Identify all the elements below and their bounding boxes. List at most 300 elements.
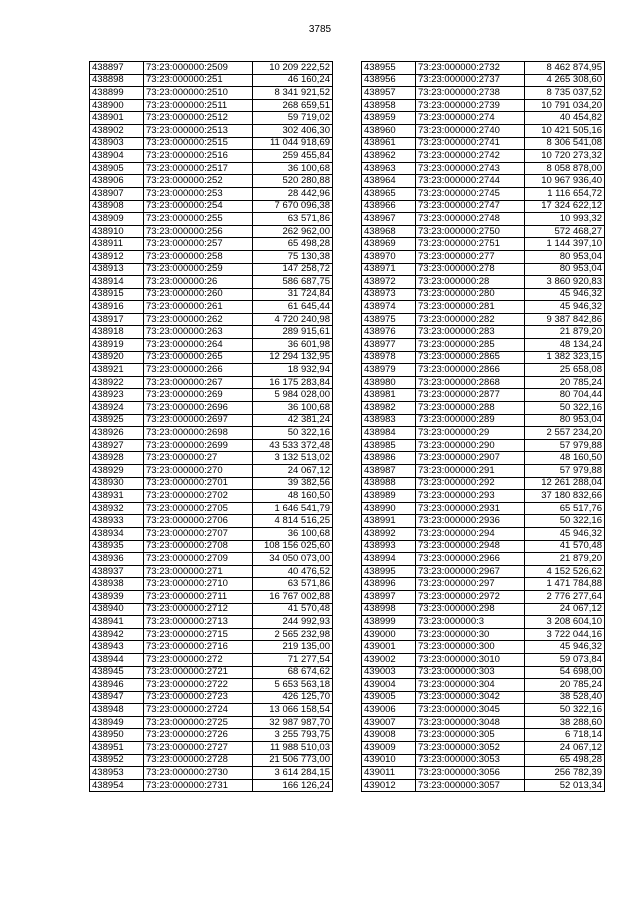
cell-cadastral-number: 73:23:000000:280	[416, 288, 525, 301]
cell-id: 438947	[90, 691, 144, 704]
cell-id: 438959	[362, 112, 416, 125]
table-row	[90, 326, 333, 339]
table-row	[362, 74, 605, 87]
cell-cadastral-number: 73:23:000000:2706	[144, 515, 253, 528]
cell-value: 37 180 832,66	[525, 490, 605, 503]
cell-value: 10 791 034,20	[525, 99, 605, 112]
table-row	[90, 87, 333, 100]
cell-value: 68 674,62	[253, 666, 333, 679]
table-row	[90, 767, 333, 780]
table-row	[90, 74, 333, 87]
cell-cadastral-number: 73:23:000000:277	[416, 250, 525, 263]
cell-value: 39 382,56	[253, 477, 333, 490]
table-row	[90, 200, 333, 213]
cell-value: 50 322,16	[525, 704, 605, 717]
cell-value: 65 498,28	[253, 238, 333, 251]
table-row	[362, 124, 605, 137]
cell-value: 59 719,02	[253, 112, 333, 125]
cell-value: 80 953,04	[525, 414, 605, 427]
table-row	[362, 112, 605, 125]
cell-cadastral-number: 73:23:000000:261	[144, 301, 253, 314]
cell-id: 438977	[362, 339, 416, 352]
cell-cadastral-number: 73:23:000000:259	[144, 263, 253, 276]
cell-cadastral-number: 73:23:000000:2723	[144, 691, 253, 704]
table-row	[362, 490, 605, 503]
cell-cadastral-number: 73:23:000000:2931	[416, 502, 525, 515]
cell-cadastral-number: 73:23:000000:2511	[144, 99, 253, 112]
cell-cadastral-number: 73:23:000000:266	[144, 364, 253, 377]
table-row	[362, 288, 605, 301]
cell-id: 438927	[90, 439, 144, 452]
table-row	[90, 578, 333, 591]
cell-value: 8 735 037,52	[525, 87, 605, 100]
table-row	[90, 540, 333, 553]
cell-value: 57 979,88	[525, 465, 605, 478]
cell-cadastral-number: 73:23:000000:260	[144, 288, 253, 301]
cell-cadastral-number: 73:23:000000:292	[416, 477, 525, 490]
table-row	[90, 402, 333, 415]
cell-cadastral-number: 73:23:000000:290	[416, 439, 525, 452]
cell-id: 438979	[362, 364, 416, 377]
table-row	[90, 276, 333, 289]
cell-id: 438919	[90, 339, 144, 352]
cell-value: 38 288,60	[525, 716, 605, 729]
cell-id: 439011	[362, 767, 416, 780]
cell-value: 3 860 920,83	[525, 276, 605, 289]
cell-id: 438943	[90, 641, 144, 654]
cell-id: 438921	[90, 364, 144, 377]
table-row	[90, 225, 333, 238]
cell-cadastral-number: 73:23:000000:2712	[144, 603, 253, 616]
table-row	[90, 301, 333, 314]
cell-id: 438995	[362, 565, 416, 578]
cell-id: 438992	[362, 527, 416, 540]
table-row	[90, 641, 333, 654]
cell-cadastral-number: 73:23:000000:2711	[144, 590, 253, 603]
table-row	[362, 729, 605, 742]
cell-cadastral-number: 73:23:000000:264	[144, 339, 253, 352]
cell-value: 63 571,86	[253, 213, 333, 226]
table-row	[362, 364, 605, 377]
cell-id: 438911	[90, 238, 144, 251]
cell-cadastral-number: 73:23:000000:2936	[416, 515, 525, 528]
cell-id: 438937	[90, 565, 144, 578]
cell-id: 438932	[90, 502, 144, 515]
table-row	[90, 553, 333, 566]
table-row	[362, 376, 605, 389]
table-row	[90, 427, 333, 440]
cell-cadastral-number: 73:23:000000:297	[416, 578, 525, 591]
cell-cadastral-number: 73:23:000000:269	[144, 389, 253, 402]
cell-id: 438997	[362, 590, 416, 603]
cell-value: 41 570,48	[253, 603, 333, 616]
cell-value: 24 067,12	[525, 742, 605, 755]
cell-id: 438972	[362, 276, 416, 289]
cell-id: 438988	[362, 477, 416, 490]
cell-cadastral-number: 73:23:000000:2738	[416, 87, 525, 100]
cell-cadastral-number: 73:23:000000:303	[416, 666, 525, 679]
cell-cadastral-number: 73:23:000000:2708	[144, 540, 253, 553]
table-row	[362, 301, 605, 314]
table-row	[362, 187, 605, 200]
table-row	[362, 754, 605, 767]
cell-value: 8 462 874,95	[525, 62, 605, 75]
cell-value: 7 670 096,38	[253, 200, 333, 213]
table-row	[362, 540, 605, 553]
cell-id: 439007	[362, 716, 416, 729]
cell-id: 438940	[90, 603, 144, 616]
cell-value: 2 557 234,20	[525, 427, 605, 440]
cell-value: 12 261 288,04	[525, 477, 605, 490]
cell-cadastral-number: 73:23:000000:2697	[144, 414, 253, 427]
cell-id: 438908	[90, 200, 144, 213]
cell-cadastral-number: 73:23:000000:2747	[416, 200, 525, 213]
cell-value: 61 645,44	[253, 301, 333, 314]
table-row	[362, 250, 605, 263]
table-row	[362, 515, 605, 528]
cell-value: 75 130,38	[253, 250, 333, 263]
cell-id: 439012	[362, 779, 416, 792]
cell-cadastral-number: 73:23:000000:2737	[416, 74, 525, 87]
table-row	[362, 414, 605, 427]
table-row	[362, 452, 605, 465]
cell-cadastral-number: 73:23:000000:2966	[416, 553, 525, 566]
table-row	[362, 502, 605, 515]
cell-id: 438954	[90, 779, 144, 792]
cell-id: 438905	[90, 162, 144, 175]
cell-value: 24 067,12	[525, 603, 605, 616]
cell-cadastral-number: 73:23:000000:3057	[416, 779, 525, 792]
table-row	[90, 137, 333, 150]
table-row	[362, 767, 605, 780]
cell-id: 438951	[90, 742, 144, 755]
table-row	[90, 754, 333, 767]
cell-value: 38 528,40	[525, 691, 605, 704]
cell-id: 438993	[362, 540, 416, 553]
cell-value: 10 421 505,16	[525, 124, 605, 137]
cell-id: 438902	[90, 124, 144, 137]
table-row	[90, 62, 333, 75]
cell-value: 16 767 002,88	[253, 590, 333, 603]
cell-value: 10 993,32	[525, 213, 605, 226]
cell-value: 1 144 397,10	[525, 238, 605, 251]
cell-id: 438974	[362, 301, 416, 314]
cell-id: 438936	[90, 553, 144, 566]
page-number: 3785	[308, 24, 332, 35]
cell-value: 71 277,54	[253, 653, 333, 666]
cell-cadastral-number: 73:23:000000:2698	[144, 427, 253, 440]
cell-value: 20 785,24	[525, 679, 605, 692]
cell-id: 438949	[90, 716, 144, 729]
table-row	[90, 124, 333, 137]
table-row	[90, 162, 333, 175]
cell-id: 438912	[90, 250, 144, 263]
table-row	[90, 515, 333, 528]
cell-value: 5 653 563,18	[253, 679, 333, 692]
cell-cadastral-number: 73:23:000000:2741	[416, 137, 525, 150]
cell-value: 572 468,27	[525, 225, 605, 238]
cell-value: 147 258,72	[253, 263, 333, 276]
table-row	[362, 704, 605, 717]
cell-id: 438938	[90, 578, 144, 591]
cell-id: 438946	[90, 679, 144, 692]
cell-id: 438939	[90, 590, 144, 603]
cell-id: 438928	[90, 452, 144, 465]
cell-id: 439003	[362, 666, 416, 679]
cell-id: 438918	[90, 326, 144, 339]
table-row	[90, 364, 333, 377]
cell-id: 438982	[362, 402, 416, 415]
cell-cadastral-number: 73:23:000000:2721	[144, 666, 253, 679]
cell-id: 438968	[362, 225, 416, 238]
cell-cadastral-number: 73:23:000000:289	[416, 414, 525, 427]
cell-cadastral-number: 73:23:000000:282	[416, 313, 525, 326]
table-row	[362, 175, 605, 188]
table-row	[362, 200, 605, 213]
cell-cadastral-number: 73:23:000000:300	[416, 641, 525, 654]
cell-cadastral-number: 73:23:000000:2751	[416, 238, 525, 251]
cell-value: 12 294 132,95	[253, 351, 333, 364]
cell-value: 54 698,00	[525, 666, 605, 679]
cell-cadastral-number: 73:23:000000:2967	[416, 565, 525, 578]
cell-value: 25 658,08	[525, 364, 605, 377]
cell-id: 439009	[362, 742, 416, 755]
cell-value: 45 946,32	[525, 641, 605, 654]
cell-id: 438981	[362, 389, 416, 402]
table-row	[90, 779, 333, 792]
table-row	[362, 779, 605, 792]
cell-cadastral-number: 73:23:000000:257	[144, 238, 253, 251]
table-row	[362, 578, 605, 591]
table-row	[90, 502, 333, 515]
cell-id: 438956	[362, 74, 416, 87]
cell-cadastral-number: 73:23:000000:2868	[416, 376, 525, 389]
cell-cadastral-number: 73:23:000000:3048	[416, 716, 525, 729]
cell-value: 3 614 284,15	[253, 767, 333, 780]
cell-cadastral-number: 73:23:000000:283	[416, 326, 525, 339]
cell-cadastral-number: 73:23:000000:2948	[416, 540, 525, 553]
cell-cadastral-number: 73:23:000000:2907	[416, 452, 525, 465]
cell-cadastral-number: 73:23:000000:254	[144, 200, 253, 213]
cell-value: 520 280,88	[253, 175, 333, 188]
cell-value: 4 814 516,25	[253, 515, 333, 528]
table-row	[90, 213, 333, 226]
cell-cadastral-number: 73:23:000000:2732	[416, 62, 525, 75]
cell-id: 438984	[362, 427, 416, 440]
cell-value: 48 134,24	[525, 339, 605, 352]
cell-value: 10 967 936,40	[525, 175, 605, 188]
cell-id: 438971	[362, 263, 416, 276]
cell-value: 42 381,24	[253, 414, 333, 427]
table-row	[90, 238, 333, 251]
cell-id: 438944	[90, 653, 144, 666]
cell-id: 438931	[90, 490, 144, 503]
cell-cadastral-number: 73:23:000000:2866	[416, 364, 525, 377]
cell-value: 52 013,34	[525, 779, 605, 792]
table-row	[362, 150, 605, 163]
cell-value: 65 517,76	[525, 502, 605, 515]
cell-value: 3 132 513,02	[253, 452, 333, 465]
table-row	[362, 427, 605, 440]
table-row	[362, 641, 605, 654]
cell-value: 262 962,00	[253, 225, 333, 238]
cell-id: 438990	[362, 502, 416, 515]
table-row	[90, 389, 333, 402]
cell-id: 438962	[362, 150, 416, 163]
cell-cadastral-number: 73:23:000000:27	[144, 452, 253, 465]
cell-value: 31 724,84	[253, 288, 333, 301]
cell-cadastral-number: 73:23:000000:2724	[144, 704, 253, 717]
table-row	[362, 137, 605, 150]
cell-id: 438913	[90, 263, 144, 276]
cell-id: 438904	[90, 150, 144, 163]
cell-id: 439005	[362, 691, 416, 704]
cell-id: 438906	[90, 175, 144, 188]
cell-cadastral-number: 73:23:000000:26	[144, 276, 253, 289]
cell-cadastral-number: 73:23:000000:270	[144, 465, 253, 478]
cell-cadastral-number: 73:23:000000:2743	[416, 162, 525, 175]
cell-id: 438958	[362, 99, 416, 112]
cell-value: 20 785,24	[525, 376, 605, 389]
cell-id: 439010	[362, 754, 416, 767]
table-row	[90, 112, 333, 125]
cell-id: 438989	[362, 490, 416, 503]
cell-id: 438942	[90, 628, 144, 641]
cell-id: 438899	[90, 87, 144, 100]
cell-id: 438917	[90, 313, 144, 326]
cell-id: 438967	[362, 213, 416, 226]
cell-id: 438901	[90, 112, 144, 125]
cell-cadastral-number: 73:23:000000:2865	[416, 351, 525, 364]
table-row	[362, 565, 605, 578]
cell-value: 268 659,51	[253, 99, 333, 112]
cell-cadastral-number: 73:23:000000:2750	[416, 225, 525, 238]
cell-cadastral-number: 73:23:000000:2509	[144, 62, 253, 75]
table-row	[362, 402, 605, 415]
cell-id: 438923	[90, 389, 144, 402]
cell-value: 50 322,16	[525, 402, 605, 415]
cell-cadastral-number: 73:23:000000:2517	[144, 162, 253, 175]
table-row	[90, 439, 333, 452]
cell-id: 438930	[90, 477, 144, 490]
table-row	[90, 590, 333, 603]
cell-cadastral-number: 73:23:000000:293	[416, 490, 525, 503]
cell-cadastral-number: 73:23:000000:256	[144, 225, 253, 238]
cell-value: 586 687,75	[253, 276, 333, 289]
cell-id: 438907	[90, 187, 144, 200]
table-row	[90, 414, 333, 427]
cell-cadastral-number: 73:23:000000:2725	[144, 716, 253, 729]
cell-cadastral-number: 73:23:000000:3	[416, 616, 525, 629]
cell-cadastral-number: 73:23:000000:2748	[416, 213, 525, 226]
cell-cadastral-number: 73:23:000000:30	[416, 628, 525, 641]
cell-id: 438999	[362, 616, 416, 629]
cell-value: 63 571,86	[253, 578, 333, 591]
cell-id: 438926	[90, 427, 144, 440]
table-row	[90, 565, 333, 578]
table-row	[90, 288, 333, 301]
cell-id: 439002	[362, 653, 416, 666]
cell-value: 1 646 541,79	[253, 502, 333, 515]
cell-value: 8 058 878,00	[525, 162, 605, 175]
cell-cadastral-number: 73:23:000000:2707	[144, 527, 253, 540]
cell-cadastral-number: 73:23:000000:3010	[416, 653, 525, 666]
table-row	[362, 653, 605, 666]
cell-value: 3 722 044,16	[525, 628, 605, 641]
cell-id: 438986	[362, 452, 416, 465]
cell-value: 1 471 784,88	[525, 578, 605, 591]
cell-cadastral-number: 73:23:000000:2727	[144, 742, 253, 755]
table-row	[90, 313, 333, 326]
table-row	[362, 339, 605, 352]
cell-value: 10 720 273,32	[525, 150, 605, 163]
cell-cadastral-number: 73:23:000000:288	[416, 402, 525, 415]
cell-cadastral-number: 73:23:000000:28	[416, 276, 525, 289]
cell-cadastral-number: 73:23:000000:2722	[144, 679, 253, 692]
cell-id: 438898	[90, 74, 144, 87]
cell-id: 438976	[362, 326, 416, 339]
cell-value: 57 979,88	[525, 439, 605, 452]
table-row	[90, 490, 333, 503]
table-row	[90, 339, 333, 352]
table-row	[362, 616, 605, 629]
cell-value: 8 306 541,08	[525, 137, 605, 150]
cell-value: 48 160,50	[253, 490, 333, 503]
cell-value: 17 324 622,12	[525, 200, 605, 213]
cell-cadastral-number: 73:23:000000:265	[144, 351, 253, 364]
cell-cadastral-number: 73:23:000000:252	[144, 175, 253, 188]
cell-value: 259 455,84	[253, 150, 333, 163]
cell-cadastral-number: 73:23:000000:298	[416, 603, 525, 616]
cell-value: 256 782,39	[525, 767, 605, 780]
table-row	[90, 465, 333, 478]
cell-id: 438909	[90, 213, 144, 226]
cell-cadastral-number: 73:23:000000:304	[416, 679, 525, 692]
cell-id: 438963	[362, 162, 416, 175]
cell-cadastral-number: 73:23:000000:2713	[144, 616, 253, 629]
cell-cadastral-number: 73:23:000000:3052	[416, 742, 525, 755]
cell-cadastral-number: 73:23:000000:2512	[144, 112, 253, 125]
cell-value: 9 387 842,86	[525, 313, 605, 326]
cell-cadastral-number: 73:23:000000:2513	[144, 124, 253, 137]
cell-id: 438910	[90, 225, 144, 238]
cell-value: 108 156 025,60	[253, 540, 333, 553]
cell-id: 438935	[90, 540, 144, 553]
cell-id: 438948	[90, 704, 144, 717]
cell-id: 438916	[90, 301, 144, 314]
cell-cadastral-number: 73:23:000000:2709	[144, 553, 253, 566]
cell-cadastral-number: 73:23:000000:2739	[416, 99, 525, 112]
cell-id: 438900	[90, 99, 144, 112]
cell-id: 438934	[90, 527, 144, 540]
cell-value: 5 984 028,00	[253, 389, 333, 402]
cell-value: 1 382 323,15	[525, 351, 605, 364]
cell-id: 438914	[90, 276, 144, 289]
table-row	[362, 276, 605, 289]
cell-value: 18 932,94	[253, 364, 333, 377]
cell-id: 438960	[362, 124, 416, 137]
cell-cadastral-number: 73:23:000000:2742	[416, 150, 525, 163]
cell-id: 438969	[362, 238, 416, 251]
cell-cadastral-number: 73:23:000000:272	[144, 653, 253, 666]
table-row	[90, 616, 333, 629]
table-row	[362, 553, 605, 566]
cell-id: 438924	[90, 402, 144, 415]
cell-cadastral-number: 73:23:000000:258	[144, 250, 253, 263]
cell-id: 438957	[362, 87, 416, 100]
cell-cadastral-number: 73:23:000000:2716	[144, 641, 253, 654]
cell-value: 289 915,61	[253, 326, 333, 339]
